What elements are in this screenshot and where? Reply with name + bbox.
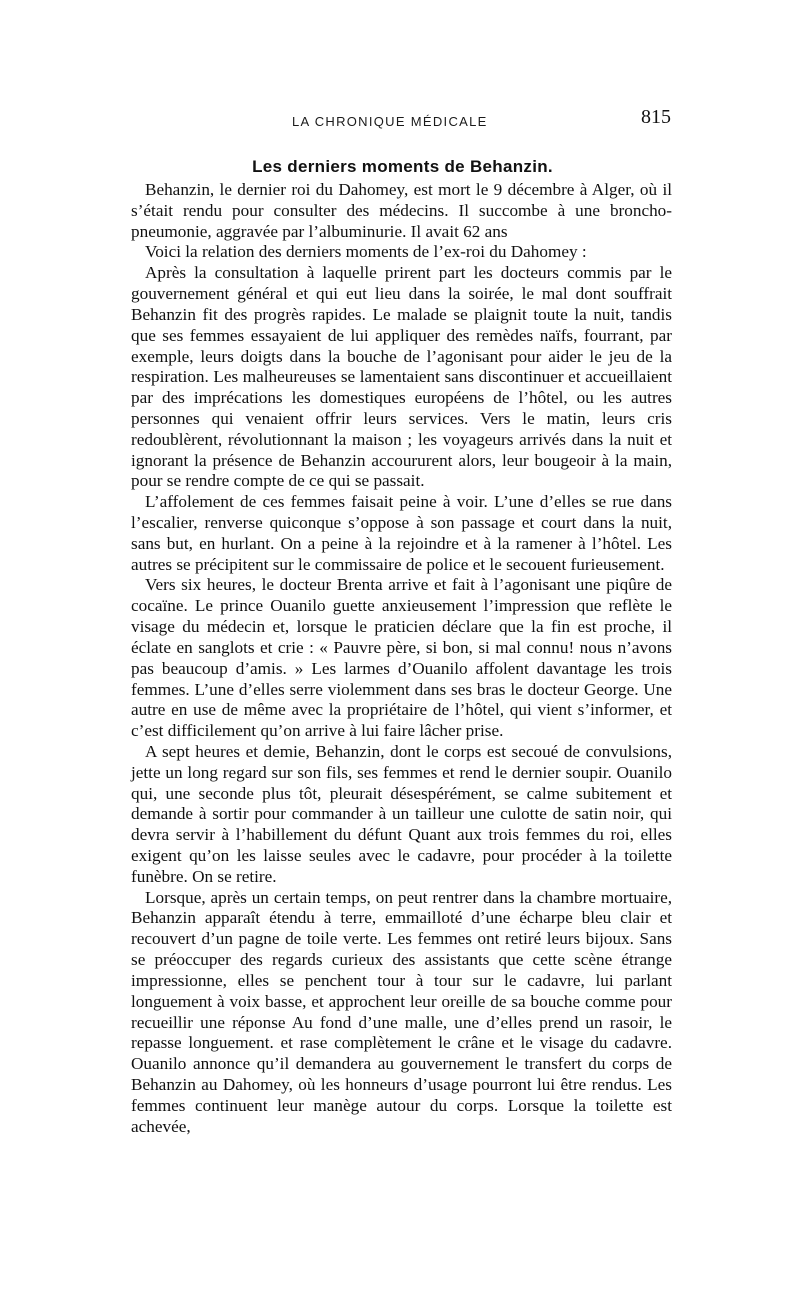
article-body [131,180,672,1137]
journal-title: LA CHRONIQUE MÉDICALE [292,114,488,129]
article-paragraph: Voici la relation des derniers moments de l’ex-roi du Dahomey : [145,242,587,262]
article-paragraph: A sept heures et demie, Behanzin, dont le corps est secoué de convulsions, jette un long regard sur son fils, ses femmes et rend le dernier soupir. Ouanilo qui, une seconde plus tôt, pleurait désespérément, se calme subitement et demande à sortir pour commander à un tailleur une culotte de satin noir, qui devra servir à l’habillement du défunt Quant aux trois femmes du roi, elles exigent qu’on les laisse seules avec le cadavre, pour procéder à la toilette funèbre. On se retire. [131,741,672,886]
article-paragraph: L’affolement de ces femmes faisait peine à voir. L’une d’elles se rue dans l’escalier, renverse quiconque s’oppose à son passage et court dans la nuit, sans but, en hurlant. On a peine à la rejoindre et à la ramener à l’hôtel. Les autres se précipitent sur le commissaire de police et le secouent furieusement. [131,492,672,574]
article-paragraph: Lorsque, après un certain temps, on peut rentrer dans la chambre mortuaire, Behanzin apparaît étendu à terre, emmailloté d’une écharpe bleu clair et recouvert d’un pagne de toile verte. Les femmes ont retiré leurs bijoux. Sans se préoccuper des regards curieux des assistants que cette scène étrange impressionne, elles se penchent tour à tour sur le cadavre, lui parlant longuement à voix basse, et approchent leur oreille de sa bouche comme pour recueillir une réponse Au fond d’une malle, une d’elles prend un rasoir, le repasse longuement. et rase complètement le crâne et le visage du cadavre. Ouanilo annonce qu’il demandera au gouvernement le transfert du corps de Behanzin au Dahomey, où les honneurs d’usage pourront lui être rendus. Les femmes continuent leur manège autour du corps. Lorsque la toilette est achevée, [131,887,672,1136]
article-title: Les derniers moments de Behanzin. [252,157,553,177]
article-paragraph: Behanzin, le dernier roi du Dahomey, est mort le 9 décembre à Alger, où il s’était rendu pour consulter des médecins. Il succombe à une broncho-pneumonie, aggravée par l’albuminurie. Il avait 62 ans [131,180,672,241]
running-header [132,106,673,132]
article-paragraph: Après la consultation à laquelle prirent part les docteurs commis par le gouvernement général et qui eut lieu dans la soirée, le mal dont souffrait Behanzin fit des progrès rapides. Le malade se plaignit toute la nuit, tandis que ses femmes essayaient de lui appliquer des remèdes naïfs, fourrant, par exemple, leurs doigts dans la bouche de l’agonisant pour aider le jeu de la respiration. Les malheureuses se lamentaient sans discontinuer et accueillaient par des imprécations les domestiques européens de l’hôtel, ou les autres personnes qui venaient offrir leurs services. Vers le matin, leurs cris redoublèrent, révolutionnant la maison ; les voyageurs arrivés dans la nuit et ignorant la présence de Behanzin accoururent alors, leur bougeoir à la main, pour se rendre compte de ce qui se passait. [131,263,672,491]
article-paragraph: Vers six heures, le docteur Brenta arrive et fait à l’agonisant une piqûre de cocaïne. Le prince Ouanilo guette anxieusement l’impression que reflète le visage du médecin et, lorsque le praticien déclare que la fin est proche, il éclate en sanglots et crie : « Pauvre père, si bon, si mal connu! nous n’avons pas beaucoup d’amis. » Les larmes d’Ouanilo affolent davantage les trois femmes. L’une d’elles serre violemment dans ses bras le docteur George. Une autre en use de même avec la propriétaire de l’hôtel, qui vient s’informer, et c’est difficilement qu’on arrive à lui faire lâcher prise. [131,575,672,741]
page-number: 815 [641,106,671,128]
